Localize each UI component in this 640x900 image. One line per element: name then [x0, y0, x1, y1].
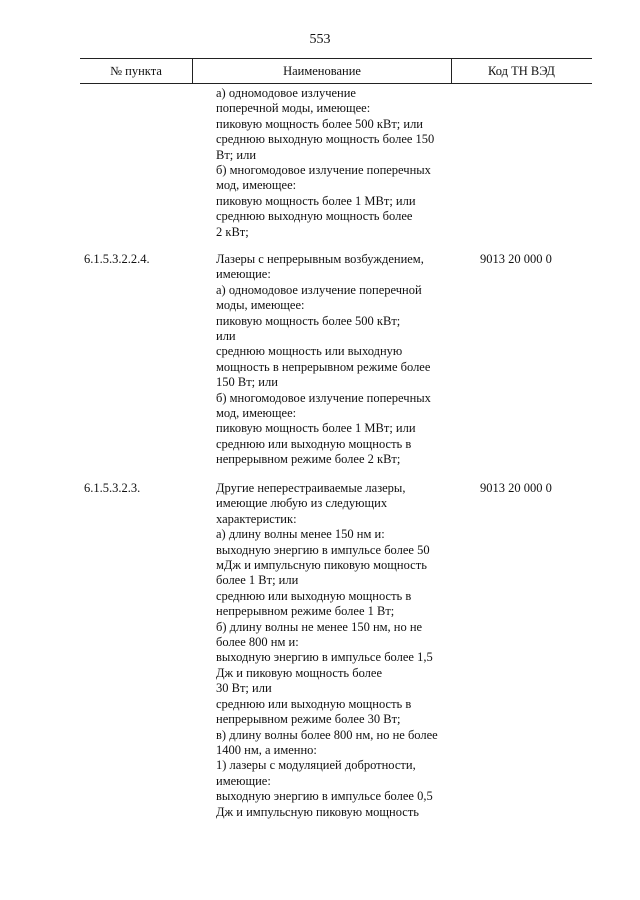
text-line: более 1 Вт; или [216, 573, 299, 588]
text-line: имеющие любую из следующих [216, 496, 388, 511]
text-line: среднюю или выходную мощность в [216, 696, 412, 711]
row-0-text [216, 86, 466, 240]
text-line: среднюю выходную мощность более 150 [216, 132, 435, 147]
text-line: характеристик: [216, 511, 297, 526]
header-item-number: № пункта [110, 64, 162, 78]
text-line: непрерывном режиме более 1 Вт; [216, 604, 395, 619]
text-line: имеющие: [216, 773, 271, 788]
text-line: 30 Вт; или [216, 681, 272, 696]
text-line: Дж и импульсную пиковую мощность [216, 804, 419, 819]
text-line: среднюю выходную мощность более [216, 209, 413, 224]
text-line: б) многомодовое излучение поперечных [216, 390, 431, 405]
text-line: мод, имеющее: [216, 178, 297, 193]
text-line: Лазеры с непрерывным возбуждением, [216, 252, 424, 266]
header-name: Наименование [192, 59, 452, 83]
text-line: среднюю мощность или выходную [216, 344, 403, 359]
text-line: мДж и импульсную пиковую мощность [216, 558, 427, 573]
text-line: 1) лазеры с модуляцией добротности, [216, 758, 416, 773]
text-line: имеющие: [216, 267, 271, 282]
text-line: или [216, 329, 236, 344]
text-line: пиковую мощность более 1 МВт; или [216, 421, 416, 436]
text-line: моды, имеющее: [216, 298, 305, 313]
text-line: а) одномодовое излучение [216, 86, 356, 100]
text-line: выходную энергию в импульсе более 1,5 [216, 650, 433, 665]
text-line: непрерывном режиме более 30 Вт; [216, 712, 401, 727]
row-1-number: 6.1.5.3.2.2.4. [84, 252, 150, 266]
page-number: 553 [309, 32, 331, 47]
text-line: Вт; или [216, 147, 257, 162]
row-2-text [216, 481, 466, 820]
header-code: Код ТН ВЭД [488, 64, 555, 78]
text-line: 2 кВт; [216, 224, 249, 239]
row-2-number: 6.1.5.3.2.3. [84, 481, 141, 495]
table-header [80, 58, 592, 84]
text-line: непрерывном режиме более 2 кВт; [216, 452, 401, 467]
text-line: в) длину волны более 800 нм, но не более [216, 727, 438, 742]
text-line: пиковую мощность более 500 кВт; [216, 313, 401, 328]
text-line: среднюю или выходную мощность в [216, 588, 412, 603]
text-line: мощность в непрерывном режиме более [216, 359, 431, 374]
text-line: пиковую мощность более 1 МВт; или [216, 193, 416, 208]
row-1-code: 9013 20 000 0 [480, 252, 552, 266]
text-line: выходную энергию в импульсе более 50 [216, 542, 430, 557]
row-1-text [216, 252, 466, 468]
text-line: выходную энергию в импульсе более 0,5 [216, 789, 433, 804]
text-line: б) многомодовое излучение поперечных [216, 163, 431, 178]
row-2-code: 9013 20 000 0 [480, 481, 552, 495]
text-line: 1400 нм, а именно: [216, 742, 317, 757]
text-line: 150 Вт; или [216, 375, 278, 390]
text-line: поперечной моды, имеющее: [216, 101, 371, 116]
text-line: а) одномодовое излучение поперечной [216, 282, 422, 297]
text-line: а) длину волны менее 150 нм и: [216, 527, 385, 542]
text-line: Другие неперестраиваемые лазеры, [216, 481, 406, 495]
text-line: б) длину волны не менее 150 нм, но не [216, 619, 423, 634]
text-line: мод, имеющее: [216, 406, 297, 421]
text-line: среднюю или выходную мощность в [216, 436, 412, 451]
text-line: Дж и пиковую мощность более [216, 665, 383, 680]
text-line: пиковую мощность более 500 кВт; или [216, 116, 423, 131]
text-line: более 800 нм и: [216, 635, 299, 650]
